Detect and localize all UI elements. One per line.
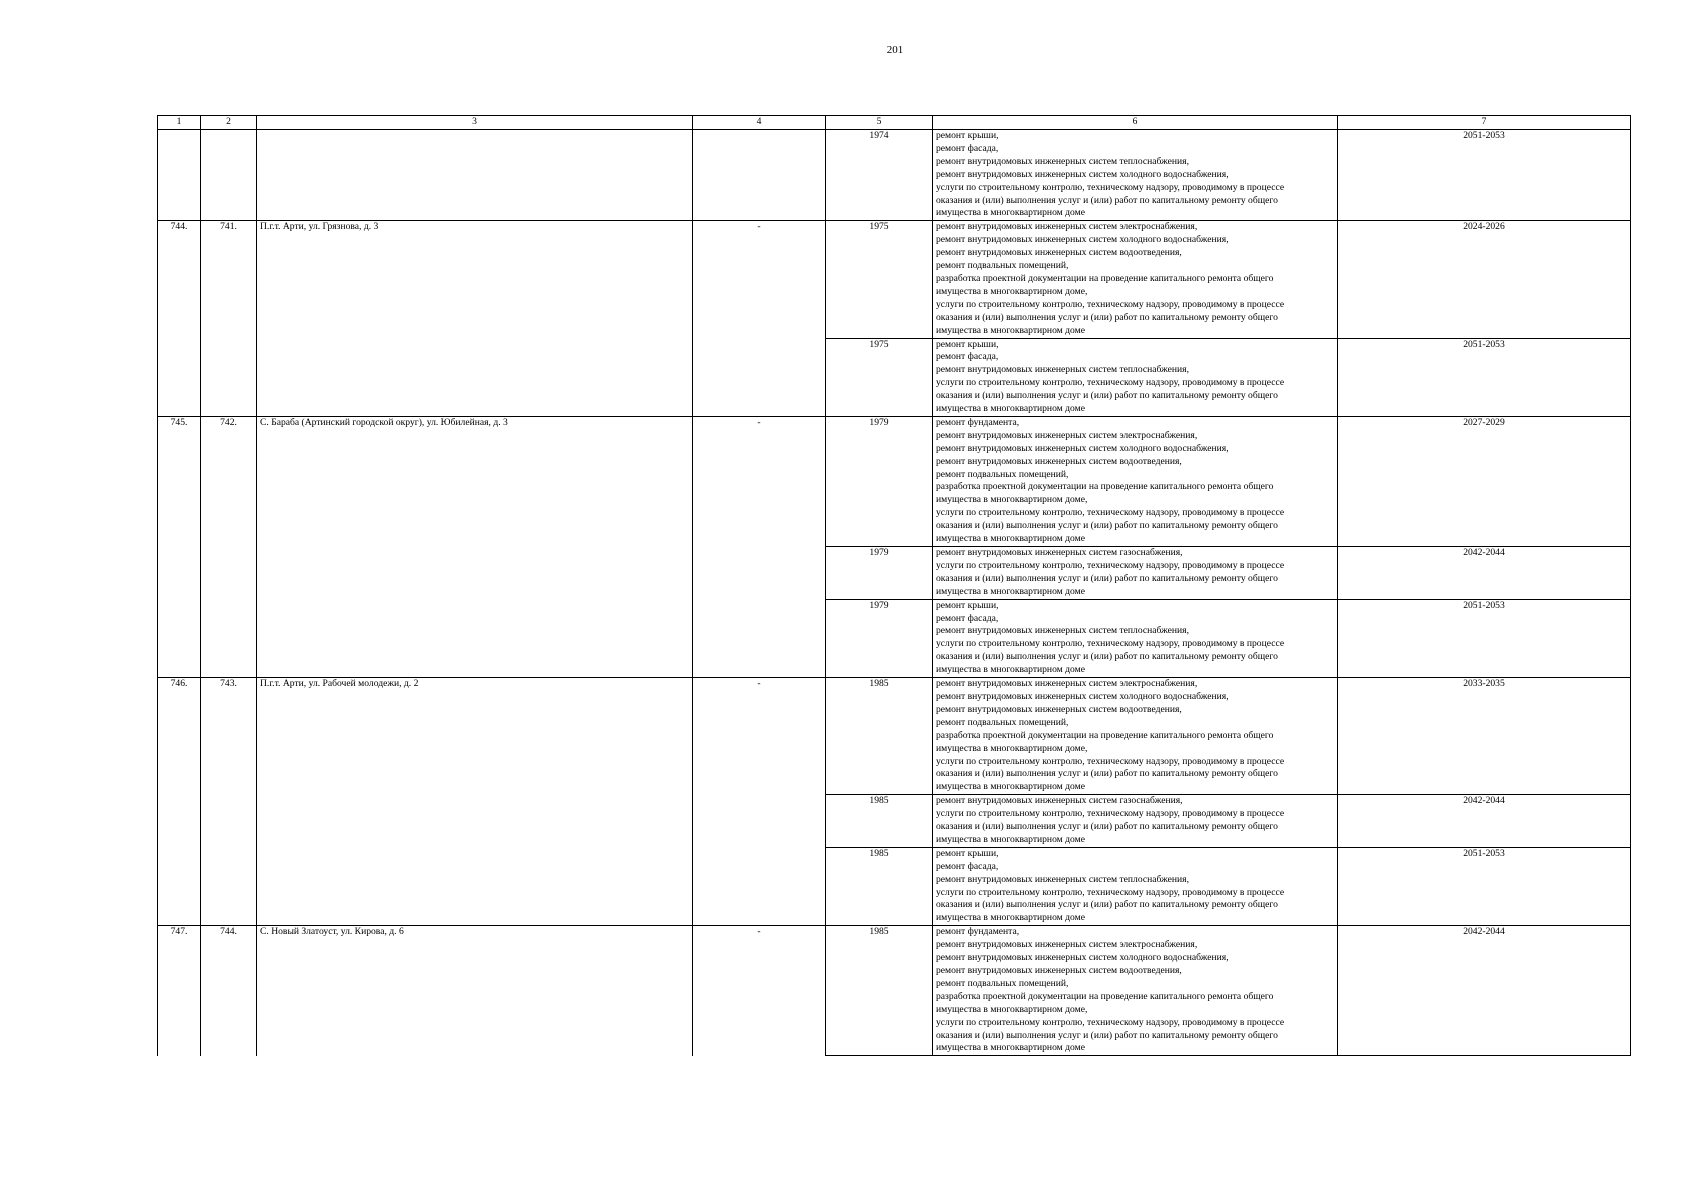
period-cell: 2042-2044 [1338, 795, 1631, 848]
col4-cell: - [693, 416, 826, 677]
row-number-cell: 744. [158, 221, 201, 417]
year-cell: 1975 [826, 221, 933, 338]
address-cell: С. Бараба (Артинский городской округ), ул. Юбилейная, д. 3 [257, 416, 693, 677]
year-cell: 1979 [826, 416, 933, 546]
works-cell: ремонт внутридомовых инженерных систем газоснабжения, услуги по строительному контролю, техническому надзору, проводимому в процессе оказания и (или) выполнения услуг и (или) работ по капитальному ремонту общего имущества в многоквартирном доме [933, 795, 1338, 848]
col4-cell [693, 130, 826, 221]
period-cell: 2042-2044 [1338, 547, 1631, 600]
table-row [158, 130, 1631, 221]
table-row [158, 926, 1631, 1056]
works-cell: ремонт внутридомовых инженерных систем электроснабжения, ремонт внутридомовых инженерных систем холодного водоснабжения, ремонт внутридомовых инженерных систем водоотведения, ремонт подвальных помещений, разработка проектной документации на проведение капитального ремонта общего имущества в многоквартирном доме, услуги по строительному контролю, техническому надзору, проводимому в процессе оказания и (или) выполнения услуг и (или) работ по капитальному ремонту общего имущества в многоквартирном доме [933, 678, 1338, 795]
year-cell: 1985 [826, 678, 933, 795]
table-row [158, 678, 1631, 795]
row-number-cell: 746. [158, 678, 201, 926]
column-header: 2 [201, 116, 257, 130]
column-header: 5 [826, 116, 933, 130]
row-number-cell: 745. [158, 416, 201, 677]
column-header: 1 [158, 116, 201, 130]
period-cell: 2051-2053 [1338, 130, 1631, 221]
period-cell: 2051-2053 [1338, 847, 1631, 925]
house-number-cell: 741. [201, 221, 257, 417]
col4-cell: - [693, 926, 826, 1056]
period-cell: 2027-2029 [1338, 416, 1631, 546]
column-header: 7 [1338, 116, 1631, 130]
year-cell: 1974 [826, 130, 933, 221]
table-row [158, 416, 1631, 546]
period-cell: 2051-2053 [1338, 338, 1631, 416]
address-cell: П.г.т. Арти, ул. Грязнова, д. 3 [257, 221, 693, 417]
address-cell [257, 130, 693, 221]
column-header: 4 [693, 116, 826, 130]
year-cell: 1979 [826, 599, 933, 677]
works-cell: ремонт крыши, ремонт фасада, ремонт внутридомовых инженерных систем теплоснабжения, услуги по строительному контролю, техническому надзору, проводимому в процессе оказания и (или) выполнения услуг и (или) работ по капитальному ремонту общего имущества в многоквартирном доме [933, 847, 1338, 925]
works-cell: ремонт внутридомовых инженерных систем электроснабжения, ремонт внутридомовых инженерных систем холодного водоснабжения, ремонт внутридомовых инженерных систем водоотведения, ремонт подвальных помещений, разработка проектной документации на проведение капитального ремонта общего имущества в многоквартирном доме, услуги по строительному контролю, техническому надзору, проводимому в процессе оказания и (или) выполнения услуг и (или) работ по капитальному ремонту общего имущества в многоквартирном доме [933, 221, 1338, 338]
address-cell: П.г.т. Арти, ул. Рабочей молодежи, д. 2 [257, 678, 693, 926]
house-number-cell: 742. [201, 416, 257, 677]
table-row [158, 221, 1631, 338]
period-cell: 2024-2026 [1338, 221, 1631, 338]
column-header: 3 [257, 116, 693, 130]
period-cell: 2051-2053 [1338, 599, 1631, 677]
works-cell: ремонт фундамента, ремонт внутридомовых инженерных систем электроснабжения, ремонт внутридомовых инженерных систем холодного водоснабжения, ремонт внутридомовых инженерных систем водоотведения, ремонт подвальных помещений, разработка проектной документации на проведение капитального ремонта общего имущества в многоквартирном доме, услуги по строительному контролю, техническому надзору, проводимому в процессе оказания и (или) выполнения услуг и (или) работ по капитальному ремонту общего имущества в многоквартирном доме [933, 926, 1338, 1056]
period-cell: 2042-2044 [1338, 926, 1631, 1056]
col4-cell: - [693, 678, 826, 926]
row-number-cell [158, 130, 201, 221]
works-cell: ремонт фундамента, ремонт внутридомовых инженерных систем электроснабжения, ремонт внутридомовых инженерных систем холодного водоснабжения, ремонт внутридомовых инженерных систем водоотведения, ремонт подвальных помещений, разработка проектной документации на проведение капитального ремонта общего имущества в многоквартирном доме, услуги по строительному контролю, техническому надзору, проводимому в процессе оказания и (или) выполнения услуг и (или) работ по капитальному ремонту общего имущества в многоквартирном доме [933, 416, 1338, 546]
column-number-row [158, 116, 1631, 130]
address-cell: С. Новый Златоуст, ул. Кирова, д. 6 [257, 926, 693, 1056]
period-cell: 2033-2035 [1338, 678, 1631, 795]
house-number-cell [201, 130, 257, 221]
year-cell: 1985 [826, 926, 933, 1056]
works-cell: ремонт крыши, ремонт фасада, ремонт внутридомовых инженерных систем теплоснабжения, услуги по строительному контролю, техническому надзору, проводимому в процессе оказания и (или) выполнения услуг и (или) работ по капитальному ремонту общего имущества в многоквартирном доме [933, 599, 1338, 677]
works-cell: ремонт крыши, ремонт фасада, ремонт внутридомовых инженерных систем теплоснабжения, услуги по строительному контролю, техническому надзору, проводимому в процессе оказания и (или) выполнения услуг и (или) работ по капитальному ремонту общего имущества в многоквартирном доме [933, 338, 1338, 416]
column-header: 6 [933, 116, 1338, 130]
year-cell: 1985 [826, 795, 933, 848]
house-number-cell: 743. [201, 678, 257, 926]
page-number: 201 [886, 44, 904, 56]
capital-repair-table [157, 115, 1631, 1056]
works-cell: ремонт крыши, ремонт фасада, ремонт внутридомовых инженерных систем теплоснабжения, ремонт внутридомовых инженерных систем холодного водоснабжения, услуги по строительному контролю, техническому надзору, проводимому в процессе оказания и (или) выполнения услуг и (или) работ по капитальному ремонту общего имущества в многоквартирном доме [933, 130, 1338, 221]
house-number-cell: 744. [201, 926, 257, 1056]
year-cell: 1985 [826, 847, 933, 925]
works-cell: ремонт внутридомовых инженерных систем газоснабжения, услуги по строительному контролю, техническому надзору, проводимому в процессе оказания и (или) выполнения услуг и (или) работ по капитальному ремонту общего имущества в многоквартирном доме [933, 547, 1338, 600]
col4-cell: - [693, 221, 826, 417]
year-cell: 1979 [826, 547, 933, 600]
year-cell: 1975 [826, 338, 933, 416]
row-number-cell: 747. [158, 926, 201, 1056]
